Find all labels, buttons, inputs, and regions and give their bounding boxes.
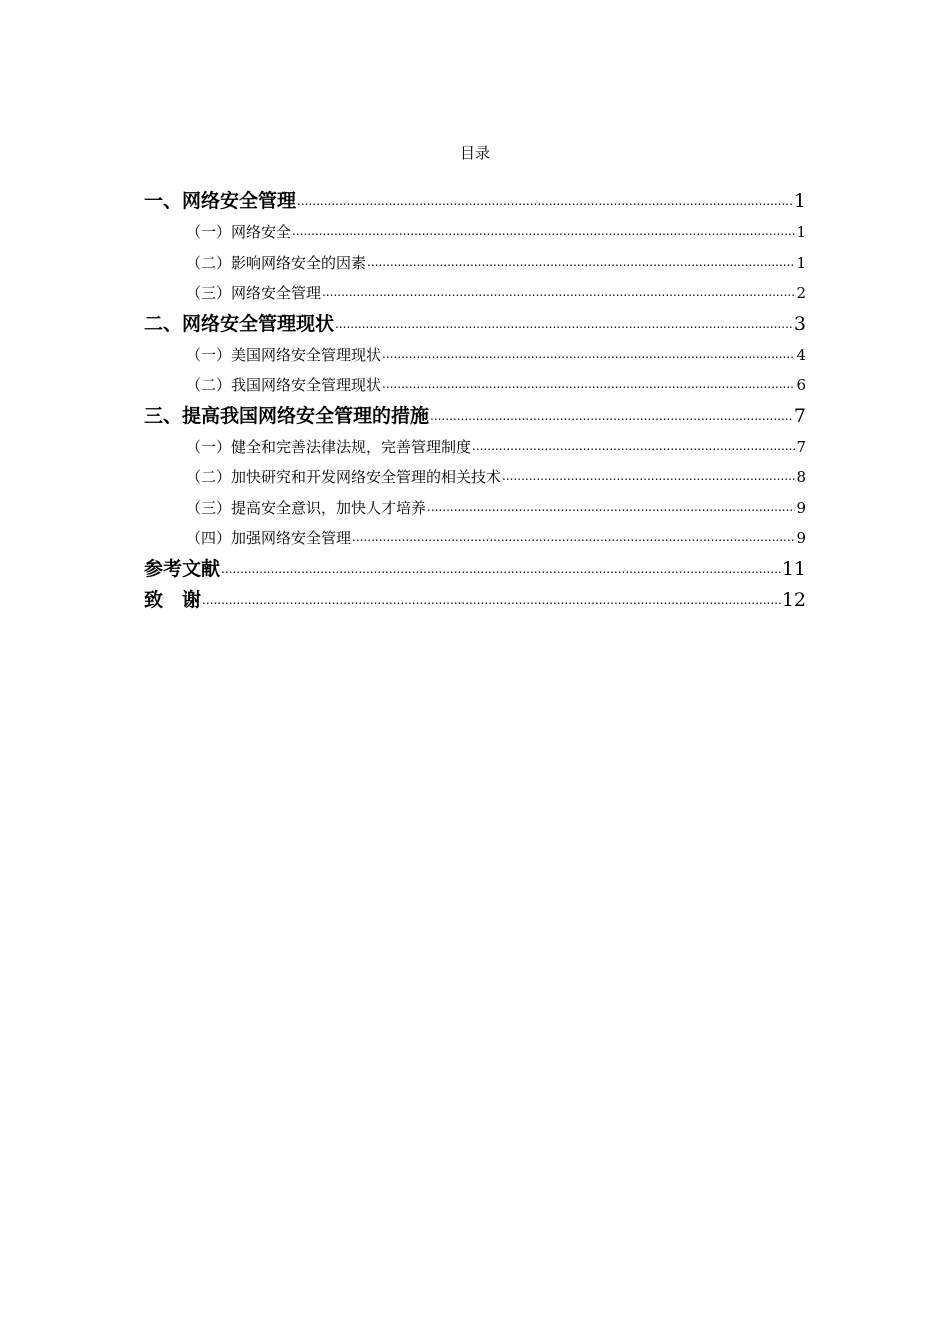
toc-entry[interactable] [144,248,806,279]
toc-entry-label: 致 谢 [144,588,202,611]
toc-entry-label: （二）加快研究和开发网络安全管理的相关技术 [186,468,502,486]
toc-entry-label: 参考文献 [144,557,221,580]
toc-entry-label: （四）加强网络安全管理 [186,529,352,547]
toc-entry-page: 4 [796,345,806,364]
toc-entry-page: 1 [793,190,806,212]
dot-leader [292,223,795,237]
dot-leader [202,592,781,606]
toc-entry[interactable] [144,309,806,340]
dot-leader [221,561,781,575]
dot-leader [502,468,795,482]
dot-leader [382,346,795,360]
toc-entry-label: （一）网络安全 [186,223,292,241]
toc-entry[interactable] [144,554,806,585]
toc-entry[interactable] [144,217,806,248]
toc-entry-page: 9 [796,529,806,547]
dot-leader [297,193,793,207]
toc-entry-page: 3 [793,312,806,335]
toc-entry[interactable] [144,585,806,616]
toc-entry-page: 1 [796,223,806,241]
dot-leader [427,499,795,513]
toc-entry-page: 1 [796,253,806,272]
toc-entry-label: 二、网络安全管理现状 [144,312,335,335]
toc-entry-page: 2 [796,284,806,302]
toc-entry-page: 6 [796,376,806,394]
toc-entry-label: （二）影响网络安全的因素 [186,253,367,272]
toc-entry[interactable] [144,370,806,401]
toc-entry-page: 7 [796,437,806,456]
toc-entry-page: 9 [796,498,806,517]
dot-leader [382,376,795,390]
toc-entry[interactable] [144,340,806,371]
toc-entry[interactable] [144,432,806,463]
toc-entry-label: （二）我国网络安全管理现状 [186,376,382,394]
dot-leader [322,284,795,298]
toc-entry[interactable] [144,493,806,524]
toc-entry-label: （三）提高安全意识，加快人才培养 [186,498,427,517]
table-of-contents [144,186,806,616]
dot-leader [335,316,793,330]
toc-entry-label: （一）健全和完善法律法规，完善管理制度 [186,437,472,456]
dot-leader [352,529,795,543]
toc-entry[interactable] [144,186,806,217]
toc-entry[interactable] [144,462,806,493]
toc-title: 目录 [459,144,490,162]
toc-entry[interactable] [144,278,806,309]
dot-leader [367,254,795,268]
toc-entry-page: 8 [796,468,806,486]
toc-entry-label: 一、网络安全管理 [144,190,297,212]
toc-entry-page: 7 [793,404,806,427]
dot-leader [430,408,793,422]
toc-entry[interactable] [144,401,806,432]
toc-entry[interactable] [144,523,806,554]
toc-entry-label: （一）美国网络安全管理现状 [186,345,382,364]
dot-leader [472,438,795,452]
toc-entry-label: 三、提高我国网络安全管理的措施 [144,404,430,427]
toc-entry-page: 12 [781,588,806,611]
toc-entry-page: 11 [781,557,806,580]
toc-entry-label: （三）网络安全管理 [186,284,322,302]
